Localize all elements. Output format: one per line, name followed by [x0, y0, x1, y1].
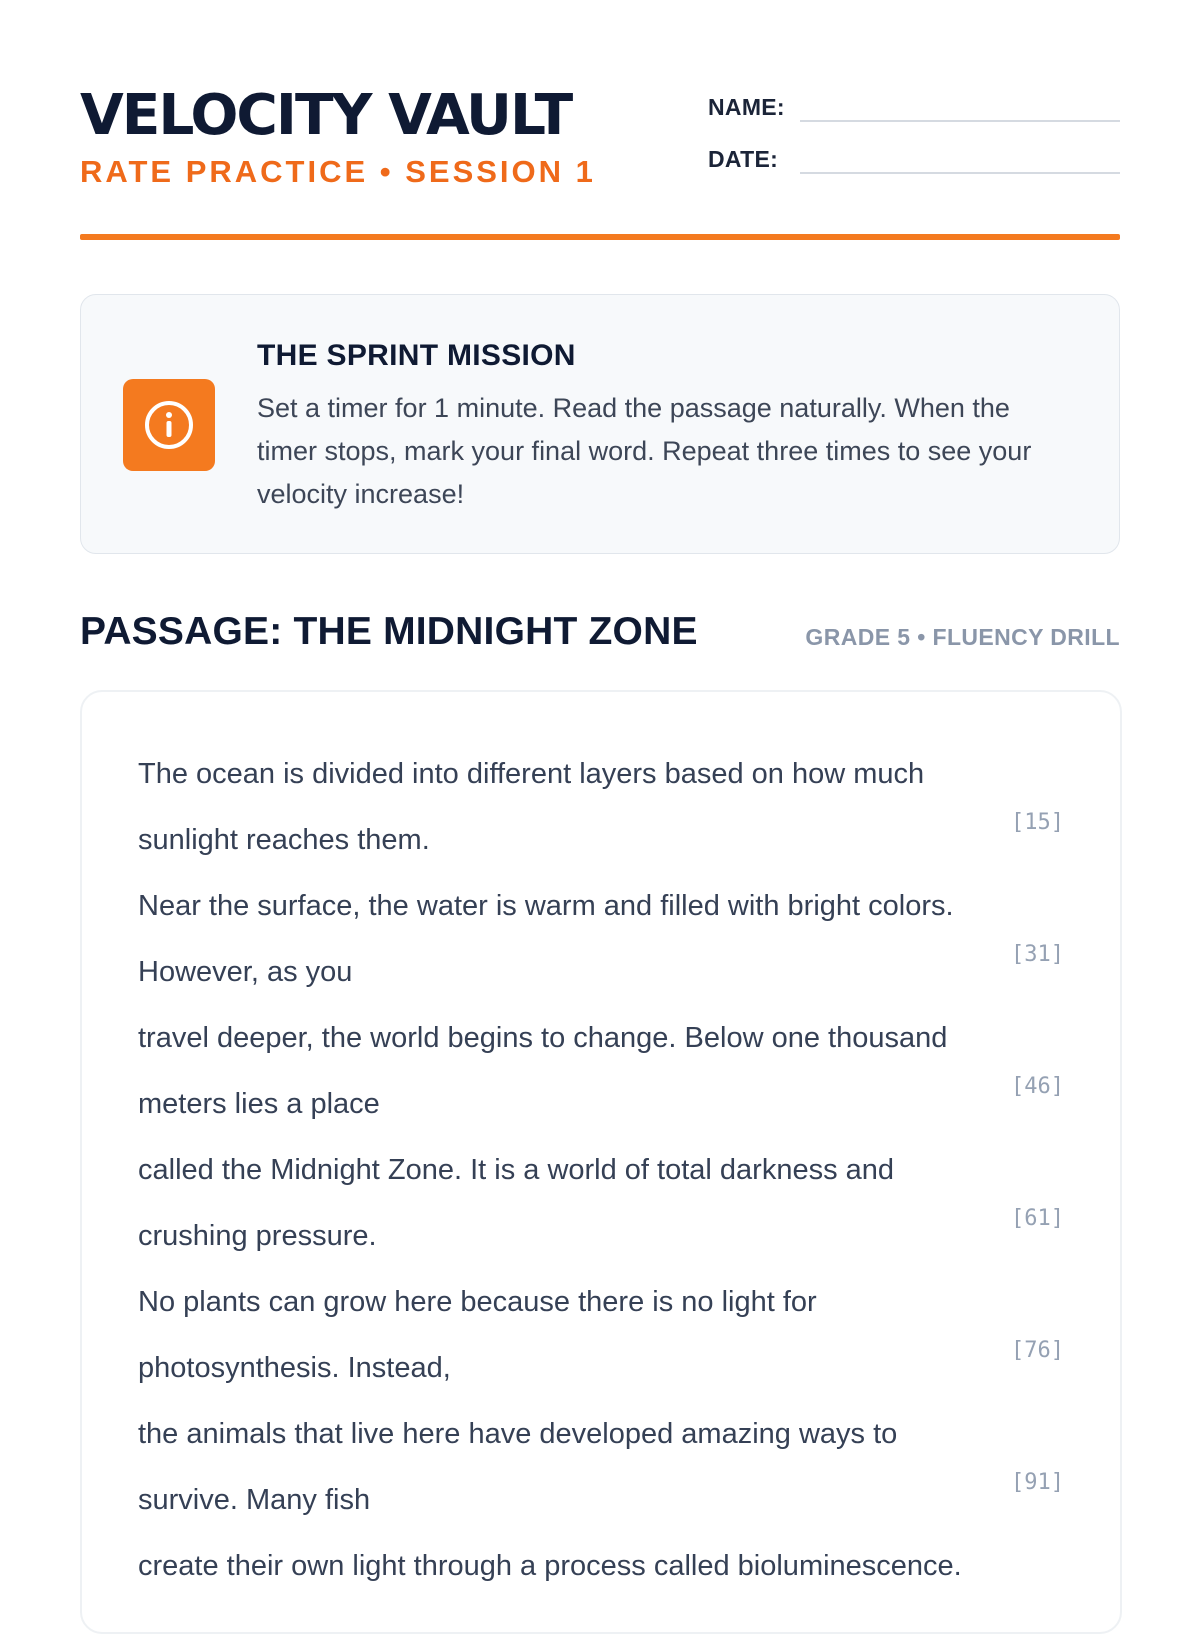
- cumulative-word-count: [61]: [1011, 1206, 1064, 1231]
- passage-title: PASSAGE: THE MIDNIGHT ZONE: [80, 610, 698, 653]
- passage-card: [80, 690, 1122, 1634]
- date-label: DATE:: [708, 146, 779, 172]
- passage-line: travel deeper, the world begins to change. Below one thousand: [138, 1022, 948, 1054]
- passage-line: create their own light through a process called bioluminescence.: [138, 1550, 962, 1582]
- cumulative-word-count: [15]: [1011, 810, 1064, 835]
- name-label: NAME:: [708, 94, 785, 120]
- cumulative-word-count: [46]: [1011, 1074, 1064, 1099]
- cumulative-word-count: [91]: [1011, 1470, 1064, 1495]
- worksheet-title: VELOCITY VAULT: [80, 83, 572, 148]
- info-icon: [123, 379, 215, 471]
- mission-card: [80, 294, 1120, 554]
- passage-line: meters lies a place: [138, 1088, 380, 1120]
- passage-line: the animals that live here have developed amazing ways to: [138, 1418, 898, 1450]
- worksheet-subtitle: RATE PRACTICE • SESSION 1: [80, 154, 596, 189]
- passage-line: Near the surface, the water is warm and filled with bright colors.: [138, 890, 954, 922]
- passage-grade-meta: GRADE 5 • FLUENCY DRILL: [805, 624, 1120, 650]
- date-write-line[interactable]: [800, 172, 1120, 174]
- date-field[interactable]: [708, 138, 1120, 178]
- worksheet-header: [80, 80, 1120, 240]
- name-field[interactable]: [708, 86, 1120, 126]
- passage-line: photosynthesis. Instead,: [138, 1352, 451, 1384]
- passage-line: survive. Many fish: [138, 1484, 371, 1516]
- cumulative-word-count: [76]: [1011, 1338, 1064, 1363]
- passage-line: sunlight reaches them.: [138, 824, 430, 856]
- header-divider: [80, 234, 1120, 240]
- name-write-line[interactable]: [800, 120, 1120, 122]
- mission-title: THE SPRINT MISSION: [257, 339, 576, 372]
- passage-line: The ocean is divided into different layers based on how much: [138, 758, 925, 790]
- passage-header: [80, 606, 1120, 666]
- passage-line: called the Midnight Zone. It is a world of total darkness and: [138, 1154, 895, 1186]
- passage-line: However, as you: [138, 956, 353, 988]
- cumulative-word-count: [31]: [1011, 942, 1064, 967]
- passage-line: crushing pressure.: [138, 1220, 377, 1252]
- mission-instructions: Set a timer for 1 minute. Read the passage naturally. When the timer stops, mark your final word. Repeat three times to see your velocity increase!: [257, 393, 1032, 509]
- passage-line: No plants can grow here because there is no light for: [138, 1286, 817, 1318]
